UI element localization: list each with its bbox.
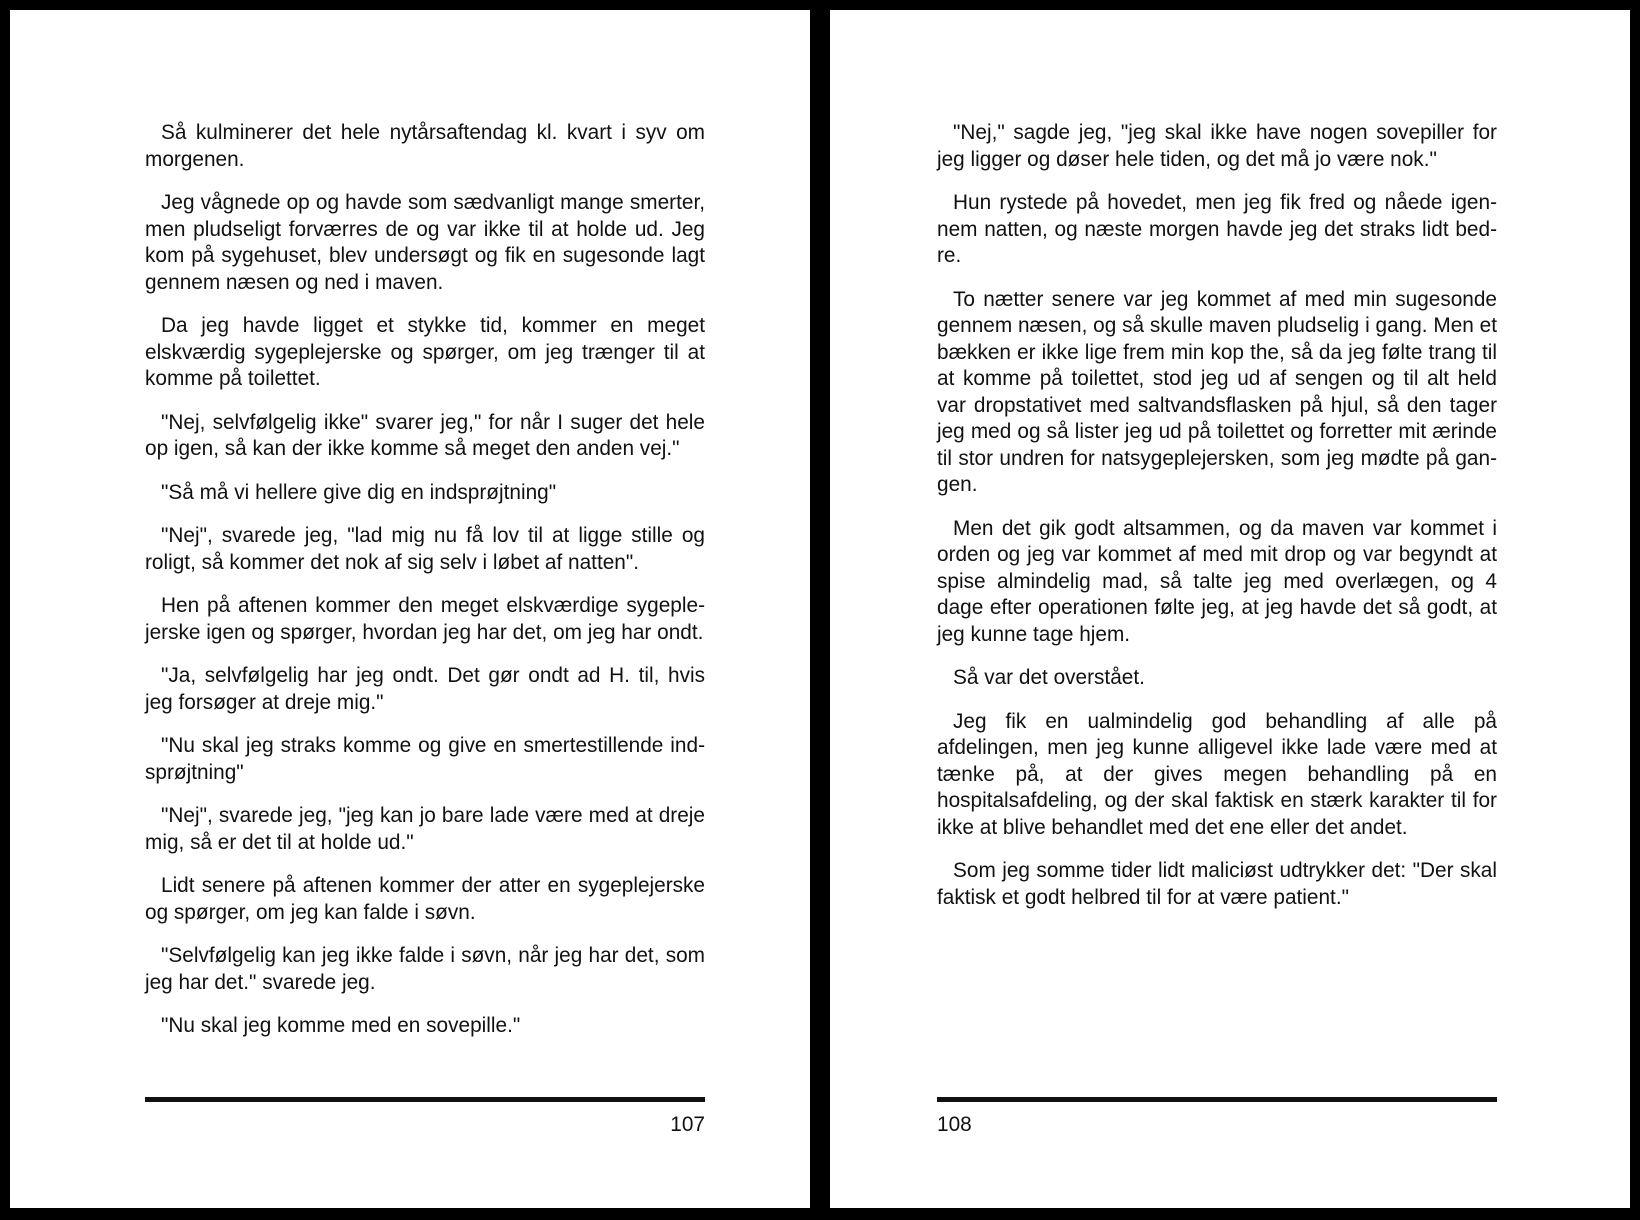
page-number: 107 <box>670 1113 705 1136</box>
paragraph: Da jeg havde ligget et stykke tid, kommer en meget elskværdig sygeplejerske og spørger, om jeg trænger til at komme på toilettet. <box>145 314 705 390</box>
paragraph: "Nej", svarede jeg, "jeg kan jo bare lade være med at dreje mig, så er det til at holde ud." <box>145 804 705 854</box>
paragraph: Jeg fik en ualmindelig god behandling af alle på afdelingen, men jeg kunne alligevel ikke lade være med at tænke på, at der gives megen behandling på en hospitalsafdeling, og der skal faktisk en stærk karakter til for ikke at blive behandlet med det ene eller det andet. <box>937 709 1497 839</box>
footer-rule <box>145 1097 705 1102</box>
paragraph: Så var det overstået. <box>953 666 1145 689</box>
paragraph: To nætter senere var jeg kommet af med min sugesonde gennem næsen, og så skulle maven pludselig i gang. Men et bækken er ikke lige frem min kop the, så da jeg følte trang til at komme på toilettet, stod jeg ud af sengen og til alt held var dropstativet med saltvandsflasken på hjul, så den tager jeg med og så lister jeg ud på toilettet og forretter mit ærinde til stor undren for natsygeplejersken, som jeg mødte på gangen. <box>937 287 1497 496</box>
right-page-text <box>937 120 1497 928</box>
paragraph: Lidt senere på aftenen kommer der atter en sygeplejerske og spørger, om jeg kan falde i søvn. <box>145 874 705 924</box>
paragraph: "Så må vi hellere give dig en indsprøjtning" <box>161 480 557 504</box>
left-page-text <box>145 120 705 1057</box>
paragraph: "Nej," sagde jeg, "jeg skal ikke have nogen sovepiller for jeg ligger og døser hele tiden, og det må jo være nok." <box>937 121 1497 171</box>
page-number: 108 <box>937 1113 972 1136</box>
paragraph: Jeg vågnede op og havde som sædvanligt mange smerter, men pludseligt forværres de og var ikke til at holde ud. Jeg kom på sygehuset, blev undersøgt og fik en sugesonde lagt gennem næsen og ned i maven. <box>145 191 705 294</box>
paragraph: "Nej", svarede jeg, "lad mig nu få lov til at ligge stille og roligt, så kommer det nok af sig selv i løbet af natten". <box>145 524 705 574</box>
paragraph: "Ja, selvfølgelig har jeg ondt. Det gør ondt ad H. til, hvis jeg forsøger at dreje mig." <box>145 664 705 714</box>
paragraph: Men det gik godt altsammen, og da maven var kommet i orden og jeg var kommet af med mit drop og var begyndt at spise almindelig mad, så talte jeg med overlægen, og 4 dage efter operationen følte jeg, at jeg havde det så godt, at jeg kunne tage hjem. <box>937 516 1497 646</box>
paragraph: "Selvfølgelig kan jeg ikke falde i søvn, når jeg har det, som jeg har det." svarede jeg. <box>145 944 705 994</box>
paragraph: Hen på aftenen kommer den meget elskværdige sygeplejerske igen og spørger, hvordan jeg har det, om jeg har ondt. <box>145 594 705 644</box>
paragraph: "Nej, selvfølgelig ikke" svarer jeg," for når I suger det hele op igen, så kan der ikke komme så meget den anden vej." <box>145 410 705 460</box>
right-page <box>830 10 1630 1208</box>
paragraph: Hun rystede på hovedet, men jeg fik fred og nåede igennem natten, og næste morgen havde jeg det straks lidt bedre. <box>937 191 1497 267</box>
paragraph: Så kulminerer det hele nytårsaftendag kl. kvart i syv om morgenen. <box>145 121 705 171</box>
paragraph: Som jeg somme tider lidt maliciøst udtrykker det: "Der skal faktisk et godt helbred til for at være patient." <box>937 859 1497 909</box>
paragraph: "Nu skal jeg komme med en sovepille." <box>161 1014 521 1037</box>
paragraph: "Nu skal jeg straks komme og give en smertestillende indsprøjtning" <box>145 734 705 784</box>
left-page <box>10 10 810 1208</box>
footer-rule <box>937 1097 1497 1102</box>
